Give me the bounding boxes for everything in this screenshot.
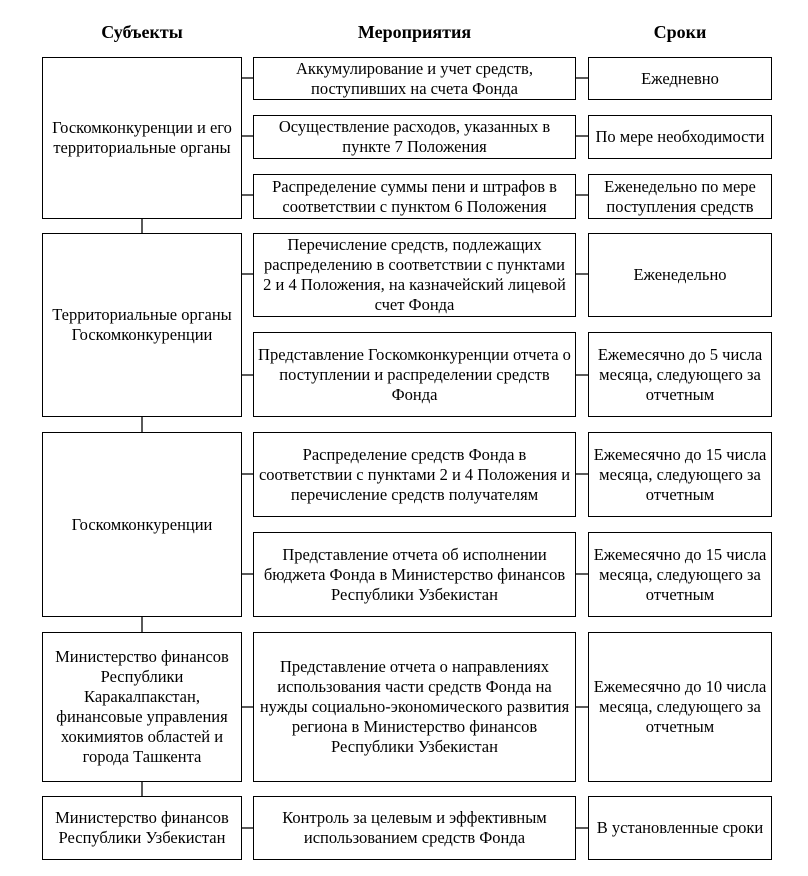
subject-box: Территориальные органы Госкомконкуренции	[42, 233, 242, 417]
deadline-box: Ежемесячно до 15 числа месяца, следующего за отчетным	[588, 532, 772, 617]
activity-box: Контроль за целевым и эффективным использованием средств Фонда	[253, 796, 576, 860]
header-activities: Мероприятия	[357, 22, 472, 42]
deadline-box: Еженедельно	[588, 233, 772, 317]
activity-box: Распределение суммы пени и штрафов в соответствии с пунктом 6 Положения	[253, 174, 576, 219]
subject-box: Министерство финансов Республики Узбекистан	[42, 796, 242, 860]
deadline-box: В установленные сроки	[588, 796, 772, 860]
header-deadlines: Сроки	[653, 22, 707, 42]
deadline-box: По мере необходимости	[588, 115, 772, 159]
deadline-box: Ежемесячно до 10 числа месяца, следующего за отчетным	[588, 632, 772, 782]
activity-box: Распределение средств Фонда в соответствии с пунктами 2 и 4 Положения и перечисление средств получателям	[253, 432, 576, 517]
subject-box: Госкомконкуренции и его территориальные органы	[42, 57, 242, 219]
activity-box: Представление Госкомконкуренции отчета о поступлении и распределении средств Фонда	[253, 332, 576, 417]
activity-box: Перечисление средств, подлежащих распределению в соответствии с пунктами 2 и 4 Положения, на казначейский лицевой счет Фонда	[253, 233, 576, 317]
activity-box: Представление отчета об исполнении бюджета Фонда в Министерство финансов Республики Узбекистан	[253, 532, 576, 617]
deadline-box: Ежемесячно до 15 числа месяца, следующего за отчетным	[588, 432, 772, 517]
subject-box: Госкомконкуренции	[42, 432, 242, 617]
deadline-box: Еженедельно по мере поступления средств	[588, 174, 772, 219]
activity-box: Осуществление расходов, указанных в пункте 7 Положения	[253, 115, 576, 159]
subject-box: Министерство финансов Республики Каракалпакстан, финансовые управления хокимиятов областей и города Ташкента	[42, 632, 242, 782]
activity-box: Аккумулирование и учет средств, поступивших на счета Фонда	[253, 57, 576, 100]
header-subjects: Субъекты	[101, 22, 183, 42]
deadline-box: Ежемесячно до 5 числа месяца, следующего за отчетным	[588, 332, 772, 417]
deadline-box: Ежедневно	[588, 57, 772, 100]
activity-box: Представление отчета о направлениях использования части средств Фонда на нужды социально-экономического развития региона в Министерство финансов Республики Узбекистан	[253, 632, 576, 782]
